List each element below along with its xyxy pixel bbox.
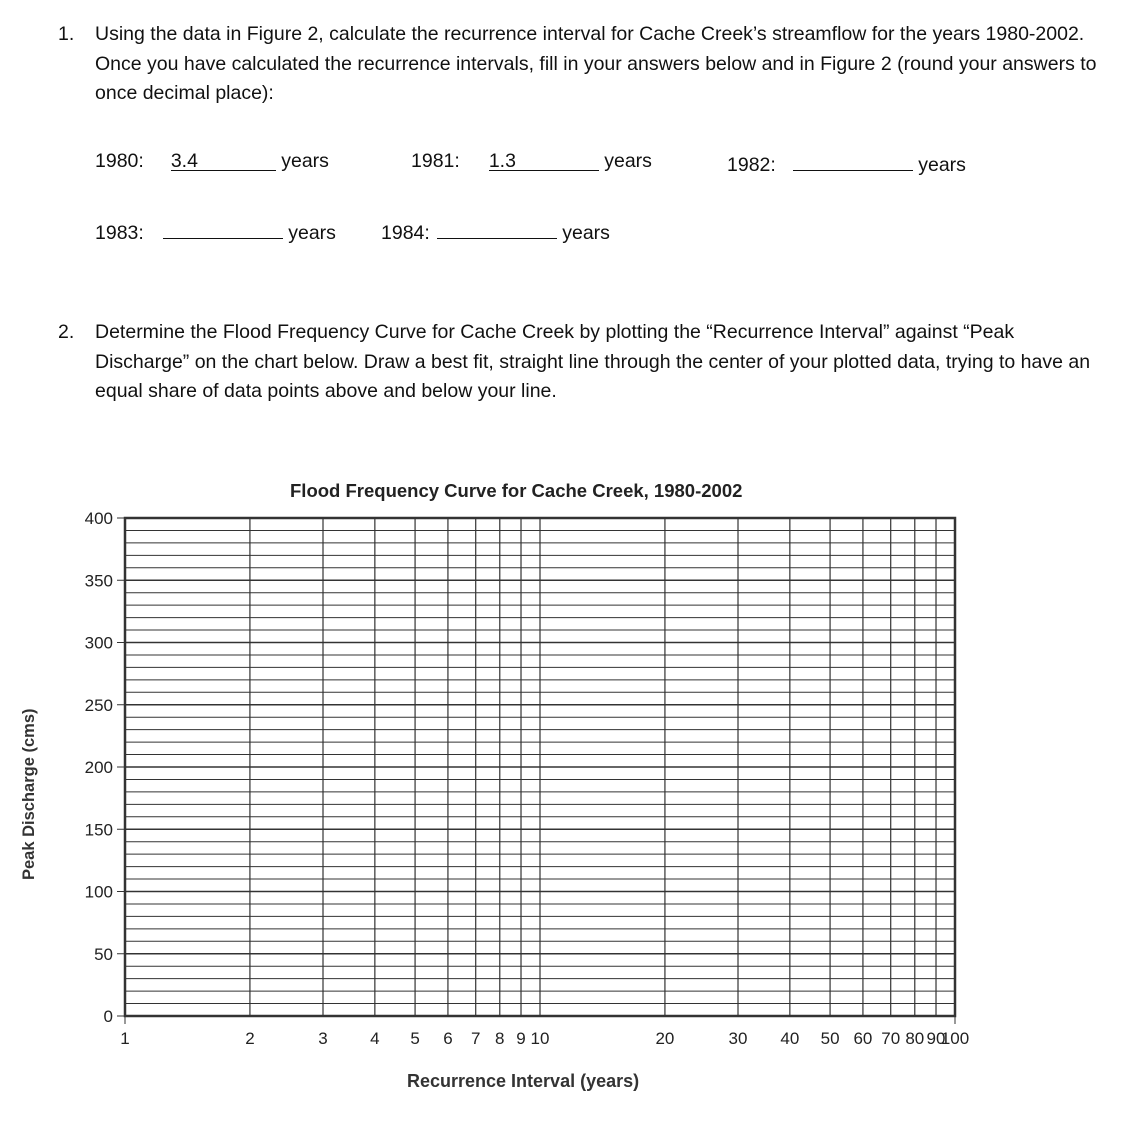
y-tick-label: 100 xyxy=(84,882,113,902)
x-tick-label: 4 xyxy=(370,1029,380,1048)
unit-label: years xyxy=(604,150,652,172)
y-tick-label: 400 xyxy=(84,509,113,528)
answer-value: 1.3 xyxy=(488,150,516,172)
answer-value: 3.4 xyxy=(170,150,198,172)
x-tick-label: 90 xyxy=(926,1029,946,1048)
x-tick-label: 50 xyxy=(820,1029,840,1048)
unit-label: years xyxy=(288,222,336,244)
y-axis-label: Peak Discharge (cms) xyxy=(20,708,38,880)
question-number: 2. xyxy=(58,321,75,343)
y-tick-label: 250 xyxy=(84,695,113,715)
x-tick-label: 10 xyxy=(530,1029,550,1048)
y-tick-label: 350 xyxy=(84,571,113,591)
y-tick-label: 0 xyxy=(103,1007,113,1026)
x-tick-label: 5 xyxy=(410,1029,420,1048)
year-label: 1983: xyxy=(95,222,144,244)
chart-title: Flood Frequency Curve for Cache Creek, 1980-2002 xyxy=(290,480,743,501)
year-label: 1984: xyxy=(381,222,430,244)
x-tick-label: 30 xyxy=(728,1029,748,1048)
x-tick-label: 9 xyxy=(516,1029,526,1048)
question-number: 1. xyxy=(58,23,75,45)
x-tick-label: 100 xyxy=(940,1029,970,1048)
year-label: 1980: xyxy=(95,150,144,172)
x-tick-label: 1 xyxy=(120,1029,130,1048)
x-tick-label: 3 xyxy=(318,1029,328,1048)
question-text: Using the data in Figure 2, calculate the recurrence interval for Cache Creek’s streamflow for the years 1980-2002. Once you have calculated the recurrence intervals, fill in your answers below and in Figure 2 (round your answers to once decimal place): xyxy=(95,23,1097,104)
x-tick-label: 20 xyxy=(655,1029,675,1048)
year-label: 1981: xyxy=(411,150,460,172)
x-tick-label: 8 xyxy=(495,1029,505,1048)
y-tick-label: 150 xyxy=(84,820,113,840)
unit-label: years xyxy=(281,150,329,172)
unit-label: years xyxy=(562,222,610,244)
x-axis-label: Recurrence Interval (years) xyxy=(407,1071,640,1091)
x-tick-label: 7 xyxy=(470,1029,481,1048)
question-text: Determine the Flood Frequency Curve for Cache Creek by plotting the “Recurrence Interval” against “Peak Discharge” on the chart below. Draw a best fit, straight line through the center of your plotted data, trying to have an equal share of data points above and below your line. xyxy=(95,321,1091,402)
y-tick-label: 300 xyxy=(84,633,113,653)
x-tick-label: 40 xyxy=(780,1029,800,1048)
x-tick-label: 6 xyxy=(443,1029,453,1048)
y-tick-label: 50 xyxy=(94,944,113,964)
x-tick-label: 70 xyxy=(881,1029,901,1048)
year-label: 1982: xyxy=(727,154,776,176)
x-tick-label: 80 xyxy=(905,1029,925,1048)
unit-label: years xyxy=(918,154,966,176)
y-tick-label: 200 xyxy=(84,758,113,777)
x-tick-label: 2 xyxy=(245,1029,255,1048)
x-tick-label: 60 xyxy=(853,1029,873,1048)
